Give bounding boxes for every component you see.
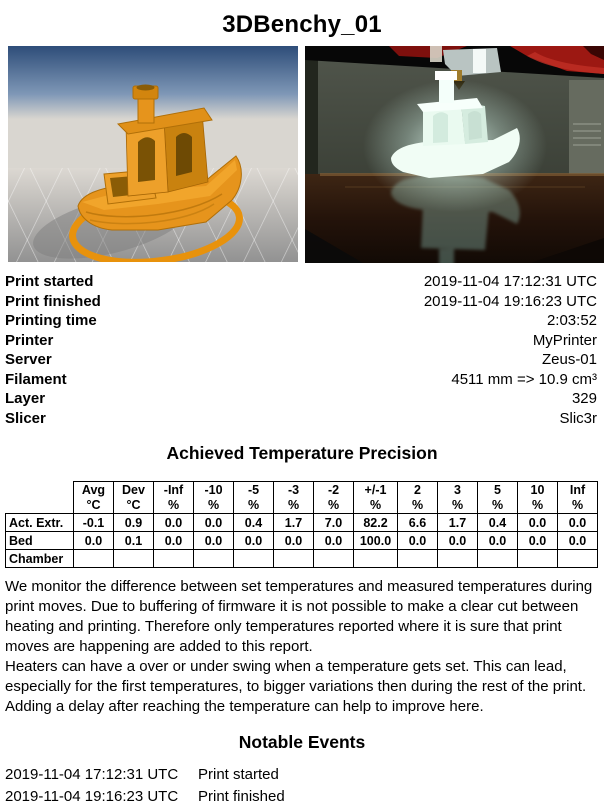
detail-row-filament <box>5 370 597 390</box>
event-row-print-finished <box>5 786 604 808</box>
table-cell: 0.0 <box>398 532 438 550</box>
detail-label: Printing time <box>5 312 97 329</box>
table-cell: 0.0 <box>74 532 114 550</box>
col-header-dev: Dev °C <box>114 482 154 514</box>
table-cell: 0.0 <box>518 532 558 550</box>
table-row-chamber <box>6 550 598 568</box>
events-section-heading: Notable Events <box>238 732 366 752</box>
detail-value: 2:03:52 <box>546 312 597 329</box>
detail-label: Slicer <box>5 409 46 427</box>
event-row-print-started <box>5 764 604 786</box>
table-cell: 7.0 <box>314 514 354 532</box>
table-cell: 0.0 <box>558 532 598 550</box>
table-cell: 0.1 <box>114 532 154 550</box>
table-cell: 1.7 <box>438 514 478 532</box>
col-header-2: 2 % <box>398 482 438 514</box>
col-header-3: 3 % <box>438 482 478 514</box>
col-header-neg-10: -10 % <box>194 482 234 514</box>
table-cell <box>194 550 234 568</box>
table-cell <box>154 550 194 568</box>
col-header-neg-2: -2 % <box>314 482 354 514</box>
table-cell <box>274 550 314 568</box>
table-cell: 0.0 <box>194 532 234 550</box>
table-cell: 0.0 <box>438 532 478 550</box>
col-header-neg-3: -3 % <box>274 482 314 514</box>
notable-events-list <box>5 764 604 807</box>
detail-value: MyPrinter <box>532 331 597 349</box>
detail-value: 4511 mm => 10.9 cm³ <box>451 370 597 388</box>
detail-value: 329 <box>571 390 597 407</box>
table-cell: 0.4 <box>478 514 518 532</box>
table-row-bed <box>6 532 598 550</box>
table-cell: 82.2 <box>354 514 398 532</box>
col-header-inf: Inf % <box>558 482 598 514</box>
table-cell <box>114 550 154 568</box>
webcam-image <box>305 46 604 263</box>
detail-value: Zeus-01 <box>541 351 597 368</box>
table-cell: 0.0 <box>558 514 598 532</box>
table-cell: 0.9 <box>114 514 154 532</box>
row-label: Bed <box>6 532 74 550</box>
detail-label: Print started <box>5 273 94 290</box>
detail-label: Print finished <box>5 292 101 310</box>
table-cell: 0.4 <box>234 514 274 532</box>
event-label: Print started <box>198 766 279 783</box>
table-cell <box>438 550 478 568</box>
detail-row-print-finished <box>5 292 597 312</box>
table-cell: 0.0 <box>478 532 518 550</box>
detail-row-slicer <box>5 409 597 429</box>
row-label: Act. Extr. <box>6 514 74 532</box>
col-header-5: 5 % <box>478 482 518 514</box>
table-header-row <box>6 482 598 514</box>
detail-value: Slic3r <box>559 409 597 427</box>
table-cell <box>74 550 114 568</box>
table-row-act-extr <box>6 514 598 532</box>
detail-row-print-started <box>5 272 597 292</box>
col-header-10: 10 % <box>518 482 558 514</box>
table-cell: 0.0 <box>234 532 274 550</box>
detail-row-server <box>5 350 597 370</box>
detail-row-layer <box>5 389 597 409</box>
temperature-section-heading: Achieved Temperature Precision <box>166 443 438 463</box>
table-cell <box>478 550 518 568</box>
detail-row-printer <box>5 331 597 351</box>
table-corner-cell <box>6 482 74 514</box>
table-cell: -0.1 <box>74 514 114 532</box>
table-cell <box>234 550 274 568</box>
table-cell: 0.0 <box>154 514 194 532</box>
table-cell <box>314 550 354 568</box>
table-cell <box>354 550 398 568</box>
detail-label: Server <box>5 351 52 368</box>
table-cell <box>398 550 438 568</box>
detail-label: Filament <box>5 370 67 388</box>
description-paragraph-2: Heaters can have a over or under swing when a temperature gets set. This can lead, especially for the first temperatures, to bigger variations then during the rest of the print. Adding a delay after reaching the temperature can help to improve here. <box>5 658 587 715</box>
temperature-description <box>5 577 599 717</box>
description-paragraph-1: We monitor the difference between set temperatures and measured temperatures during print moves. Due to buffering of firmware it is not possible to make a clear cut between heating and printing. Therefore only temperatures reported where it is sure that print moves are happening are added to this report. <box>5 578 593 655</box>
table-cell: 0.0 <box>314 532 354 550</box>
print-details-list <box>5 272 597 428</box>
table-cell: 6.6 <box>398 514 438 532</box>
render-image <box>8 46 298 262</box>
page-title: 3DBenchy_01 <box>222 11 382 38</box>
table-cell: 0.0 <box>194 514 234 532</box>
table-cell: 0.0 <box>518 514 558 532</box>
event-timestamp: 2019-11-04 17:12:31 UTC <box>5 766 179 783</box>
detail-row-printing-time <box>5 311 597 331</box>
detail-label: Layer <box>5 390 46 407</box>
table-cell: 0.0 <box>274 532 314 550</box>
temperature-precision-table <box>5 481 598 568</box>
col-header-avg: Avg °C <box>74 482 114 514</box>
event-timestamp: 2019-11-04 19:16:23 UTC <box>5 787 179 805</box>
detail-label: Printer <box>5 331 54 349</box>
col-header-neg-5: -5 % <box>234 482 274 514</box>
table-cell <box>558 550 598 568</box>
preview-images-row <box>0 46 604 263</box>
col-header-plus-minus-1: +/-1 % <box>354 482 398 514</box>
table-cell: 0.0 <box>154 532 194 550</box>
col-header-neg-inf: -Inf % <box>154 482 194 514</box>
table-cell <box>518 550 558 568</box>
event-label: Print finished <box>198 787 285 805</box>
detail-value: 2019-11-04 17:12:31 UTC <box>423 273 597 290</box>
table-cell: 100.0 <box>354 532 398 550</box>
row-label: Chamber <box>6 550 74 568</box>
detail-value: 2019-11-04 19:16:23 UTC <box>423 292 597 310</box>
table-cell: 1.7 <box>274 514 314 532</box>
